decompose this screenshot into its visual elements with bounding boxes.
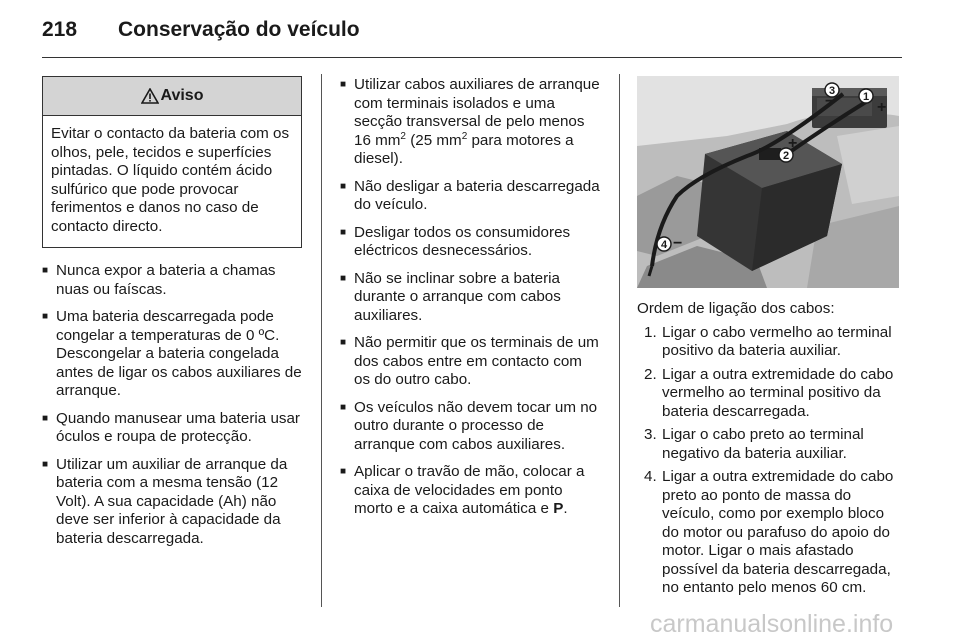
list-item: ■ Não permitir que os terminais de um dos cabos entre em contacto com os do outro cabo.: [340, 334, 600, 390]
bullet-list-1: [42, 262, 304, 548]
column-2: [340, 76, 600, 528]
list-item: 3. Ligar o cabo preto ao terminal negativo da bateria auxiliar.: [644, 426, 864, 462]
list-item: 2. Ligar a outra extremidade do cabo vermelho ao terminal positivo da bateria descarregada.: [644, 365, 894, 420]
page-title: Conservação do veículo: [118, 18, 360, 41]
minus-symbol: −: [825, 93, 835, 110]
column-divider-1: [321, 74, 322, 607]
watermark: carmanualsonline.info: [650, 610, 894, 638]
list-item: ■ Os veículos não devem tocar um no outro durante o processo de arranque com cabos auxiliares.: [340, 399, 600, 455]
list-item: ■ Uma bateria descarregada pode congelar a temperaturas de 0 ºC. Descongelar a bateria congelada antes de ligar os cabos auxiliares de arranque.: [42, 308, 304, 401]
figure-label-3: 3: [828, 85, 836, 97]
list-item: 4. Ligar a outra extremidade do cabo preto ao ponto de massa do veículo, como por exemplo bloco do motor ou parafuso do apoio do motor. Ligar o mais afastado possível da bateria descarregada, no entanto pelo menos 60 cm.: [644, 468, 894, 596]
list-item: ■ Não se inclinar sobre a bateria durante o arranque com cabos auxiliares.: [340, 270, 600, 326]
warning-box: [42, 76, 302, 248]
warning-text: Evitar o contacto da bateria com os olhos, pele, tecidos e superfícies pintadas. O líquido contém ácido sulfúrico que pode provocar ferimentos e danos no caso de contacto directo.: [51, 125, 290, 235]
list-item: ■ Quando manusear uma bateria usar óculos e roupa de protecção.: [42, 410, 304, 447]
list-item: ■ Não desligar a bateria descarregada do veículo.: [340, 178, 600, 215]
steps-list: [637, 324, 903, 598]
warning-triangle-icon: [141, 88, 159, 104]
header-rule: [42, 57, 902, 58]
plus-symbol: +: [788, 135, 798, 152]
column-1: [42, 76, 304, 557]
warning-header: [43, 77, 301, 116]
plus-symbol: +: [877, 99, 887, 116]
list-item: ■ Aplicar o travão de mão, colocar a caixa de velocidades em ponto morto e a caixa automática e P.: [340, 463, 600, 519]
page-header: [42, 18, 360, 42]
column-divider-2: [619, 74, 620, 607]
battery-jump-start-figure: [637, 76, 899, 288]
bullet-list-2: [340, 76, 600, 519]
list-item: ■ Nunca expor a bateria a chamas nuas ou faíscas.: [42, 262, 304, 299]
steps-title: Ordem de ligação dos cabos:: [637, 300, 835, 317]
list-item: ■ Utilizar cabos auxiliares de arranque com terminais isolados e uma secção transversal de pelo menos 16 $mm^2$ (25 $mm^2$ para motores a diesel).: [340, 76, 600, 169]
figure-label-1: 1: [862, 91, 870, 103]
page-number: 218: [42, 18, 78, 41]
column-3: [637, 300, 903, 603]
list-item: ■ Utilizar um auxiliar de arranque da bateria com a mesma tensão (12 Volt). A sua capacidade (Ah) não deve ser inferior à capacidade da bateria descarregada.: [42, 456, 304, 549]
warning-title: Aviso: [160, 86, 204, 104]
figure-label-2: 2: [782, 150, 790, 162]
minus-symbol: −: [673, 235, 683, 252]
list-item: ■ Desligar todos os consumidores eléctricos desnecessários.: [340, 224, 600, 261]
list-item: 1. Ligar o cabo vermelho ao terminal positivo da bateria auxiliar.: [644, 323, 892, 359]
figure-label-4: 4: [660, 239, 668, 251]
